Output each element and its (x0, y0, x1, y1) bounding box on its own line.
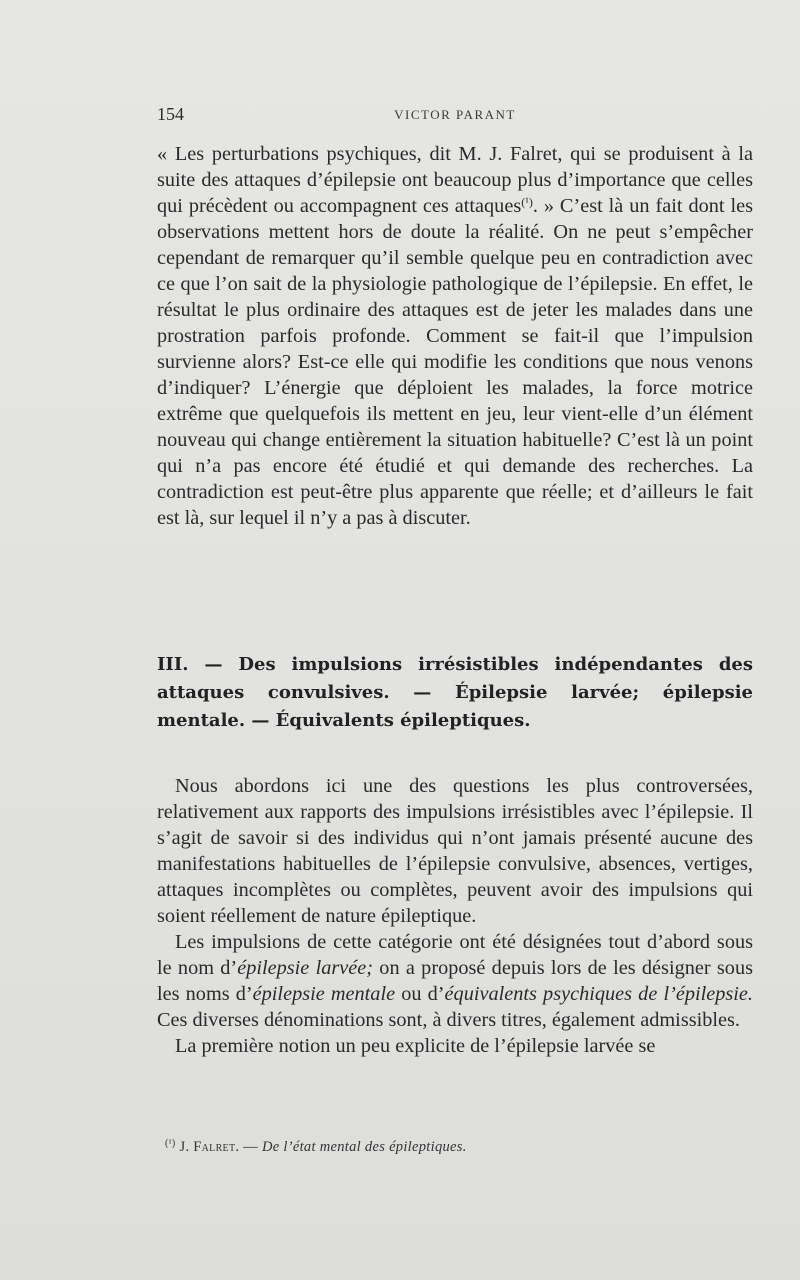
paragraph-3-text-c: ou d’ (395, 983, 445, 1005)
paragraph-1-text-b: . » C’est là un fait dont les observations mettent hors de doute la réalité. On ne peut s’empêcher cependant de remarquer qu’il semble quelque peu en contradiction avec ce que l’on sait de la physiologie pathologique de l’épilepsie. En effet, le résultat le plus ordinaire des attaques est de jeter les malades dans une prostration parfois profonde. Comment se fait-il que l’impulsion survienne alors? Est-ce elle qui modifie les conditions que nous venons d’indiquer? L’énergie que déploient les malades, la force motrice extrême que quelquefois ils mettent en jeu, leur vient-elle d’un élément nouveau qui change entièrement la situation habituelle? C’est là un point qui n’a pas encore été étudié et qui demande des recherches. La contradiction est peut-être plus apparente que réelle; et d’ailleurs le fait est là, sur lequel il n’y a pas à discuter. (157, 195, 753, 529)
paragraph-3-text-a: Les impulsions de cette catégorie ont été désignées tout d’abord sous le nom d’ (157, 931, 753, 979)
footnote-title: De l’état mental des épileptiques. (261, 1139, 467, 1155)
paragraph-4: La première notion un peu explicite de l’épilepsie larvée se (175, 1035, 656, 1057)
footnote-dash: — (239, 1139, 262, 1155)
page-header (157, 104, 753, 132)
paragraph-1-text-a: « Les perturbations psychiques, dit M. J. Falret, qui se produisent à la suite des attaques d’épilepsie ont beaucoup plus d’importance que celles qui précèdent ou accompagnent ces attaques (157, 143, 753, 217)
paragraph-block-1 (157, 141, 753, 531)
footnote-author: J. Falret. (179, 1139, 240, 1155)
term-epilepsie-larvee: épilepsie larvée; (237, 957, 373, 979)
footnote-marker: (¹) (165, 1138, 176, 1149)
footnote (165, 1138, 745, 1156)
term-equivalents-psychiques: équivalents psychiques de l’épilepsie. (444, 983, 754, 1005)
paragraph-block-2 (157, 773, 753, 1059)
paragraph-3 (157, 929, 753, 1033)
paragraph-2: Nous abordons ici une des questions les plus controversées, relativement aux rapports des impulsions irrésistibles avec l’épilepsie. Il s’agit de savoir si des individus qui n’ont jamais présenté aucune des manifestations habituelles de l’épilepsie convulsive, absences, vertiges, attaques incomplètes ou complètes, peuvent avoir des impulsions qui soient réellement de nature épileptique. (157, 775, 753, 927)
section-heading: III. — Des impulsions irrésistibles indépendantes des attaques convulsives. — Épilepsie larvée; épilepsie mentale. — Équivalents épileptiques. (157, 654, 753, 731)
footnote-reference: (¹) (521, 195, 533, 209)
running-head: VICTOR PARANT (394, 107, 516, 122)
paragraph-1 (157, 141, 753, 531)
paragraph-3-text-d: Ces diverses dénominations sont, à divers titres, également admissibles. (157, 1009, 740, 1031)
paragraph-3-text-b: on a proposé depuis lors de les désigner sous les noms d’ (157, 957, 753, 1005)
page-number: 154 (157, 104, 184, 124)
term-epilepsie-mentale: épilepsie mentale (252, 983, 396, 1005)
